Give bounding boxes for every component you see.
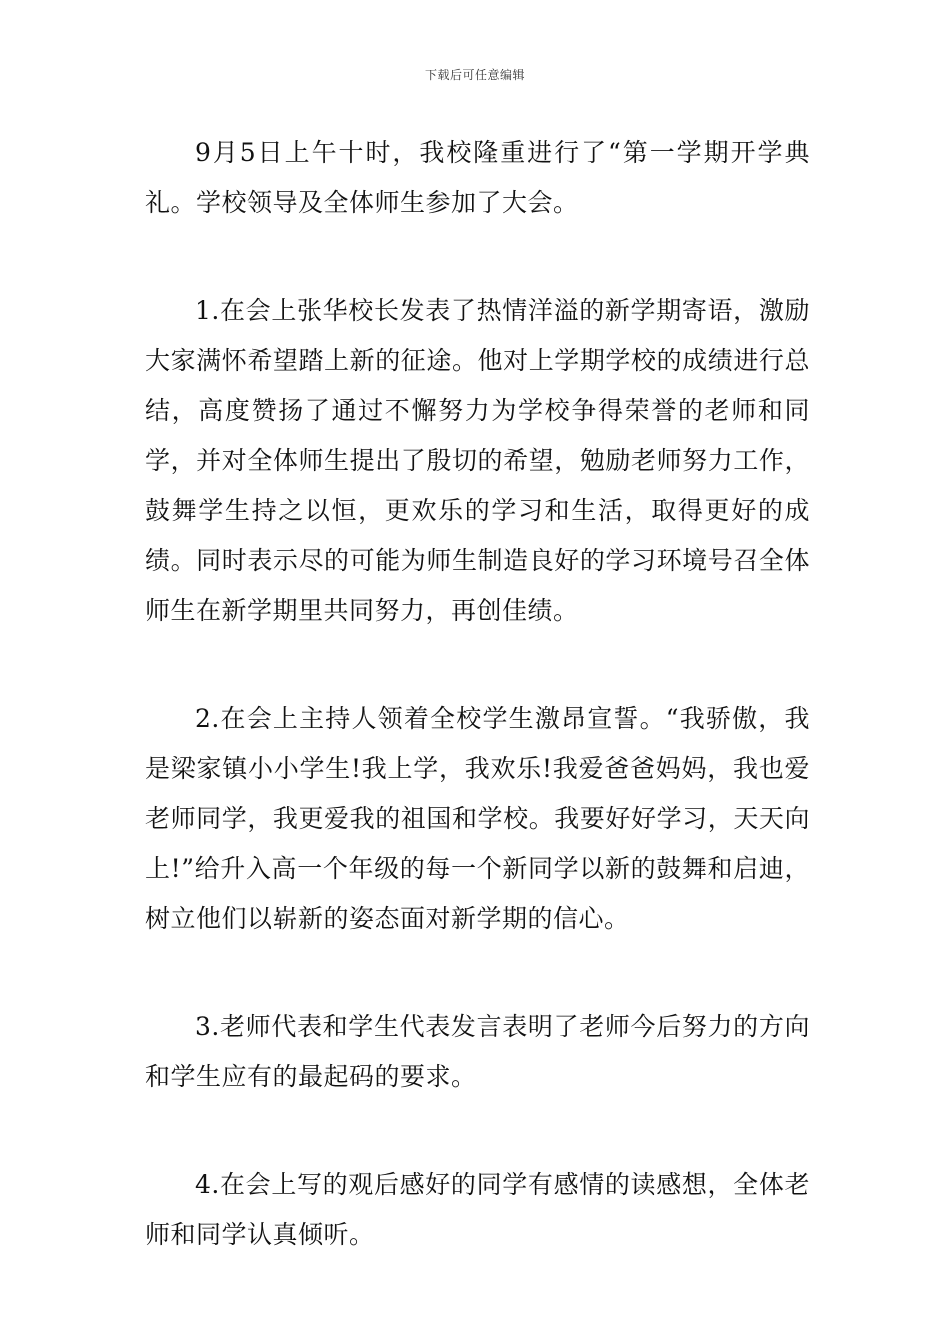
paragraph-item-2: 2.在会上主持人领着全校学生激昂宣誓。“我骄傲，我是梁家镇小小学生!我上学，我欢乐!我爱爸爸妈妈，我也爱老师同学，我更爱我的祖国和学校。我要好好学习，天天向上!”给升入高一个年级的每一个新同学以新的鼓舞和启迪，树立他们以崭新的姿态面对新学期的信心。 (145, 704, 810, 933)
paragraph-item-1: 1.在会上张华校长发表了热情洋溢的新学期寄语，激励大家满怀希望踏上新的征途。他对上学期学校的成绩进行总结，高度赞扬了通过不懈努力为学校争得荣誉的老师和同学，并对全体师生提出了殷切的希望，勉励老师努力工作，鼓舞学生持之以恒，更欢乐的学习和生活，取得更好的成绩。同时表示尽的可能为师生制造良好的学习环境号召全体师生在新学期里共同努力，再创佳绩。 (145, 296, 810, 625)
paragraph-item-3: 3.老师代表和学生代表发言表明了老师今后努力的方向和学生应有的最起码的要求。 (145, 1012, 810, 1091)
document-body (145, 128, 810, 1260)
paragraph-intro: 9月5日上午十时，我校隆重进行了“第一学期开学典礼。学校领导及全体师生参加了大会。 (145, 138, 810, 217)
page-header-note: 下载后可任意编辑 (424, 68, 525, 82)
paragraph-item-4: 4.在会上写的观后感好的同学有感情的读感想，全体老师和同学认真倾听。 (145, 1170, 810, 1249)
